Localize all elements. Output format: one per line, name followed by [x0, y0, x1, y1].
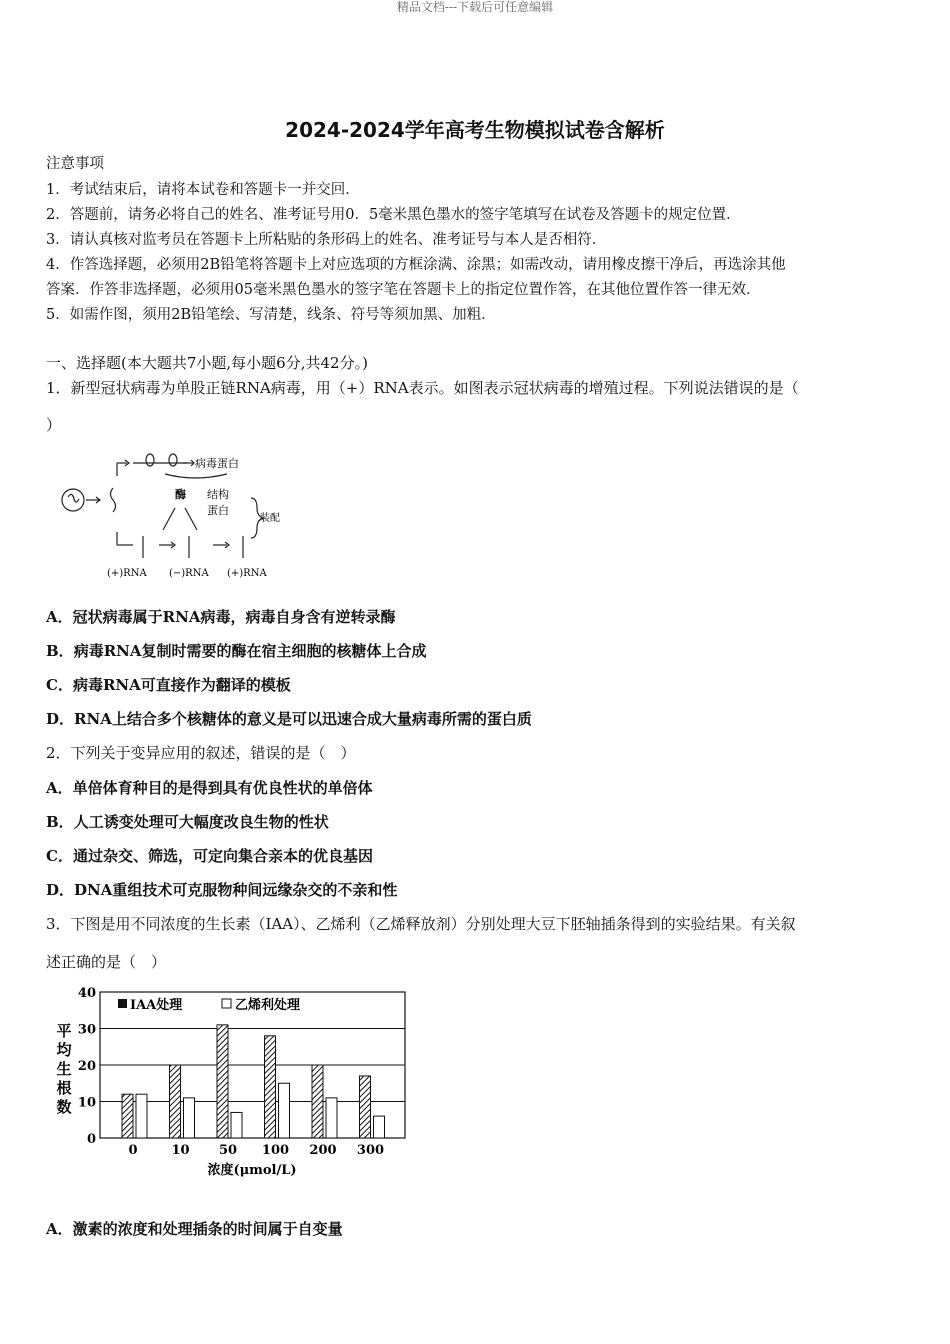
y-tick-label: 0	[86, 1132, 96, 1147]
x-tick-label: 50	[218, 1143, 238, 1158]
label-virus-protein: 病毒蛋白	[195, 457, 239, 470]
label-minus-rna: (−)RNA	[169, 568, 209, 579]
q1-option-d[interactable]	[46, 708, 532, 729]
y-tick-label: 10	[77, 1095, 96, 1111]
option-letter: A．	[46, 608, 73, 626]
option-letter: C．	[46, 676, 73, 694]
q1-stem: 1．新型冠状病毒为单股正链RNA病毒，用（+）RNA表示。如图表示冠状病毒的增殖过程。下列说法错误的是（	[46, 379, 799, 397]
legend-swatch-iaa	[118, 999, 127, 1008]
bar-ethephon	[184, 1098, 195, 1138]
option-text: RNA上结合多个核糖体的意义是可以迅速合成大量病毒所需的蛋白质	[74, 710, 532, 728]
bar-iaa	[217, 1025, 228, 1138]
bar-iaa	[170, 1065, 181, 1138]
virus-icon	[62, 489, 84, 511]
y-axis-label-char: 根	[56, 1079, 72, 1097]
label-plus-rna-1: (+)RNA	[107, 568, 147, 579]
q1-option-b[interactable]	[46, 640, 427, 661]
option-letter: D．	[46, 881, 75, 899]
q3-stem-end: 述正确的是（ ）	[46, 953, 167, 971]
q2-option-c[interactable]	[46, 845, 373, 866]
y-axis-label-char: 数	[56, 1098, 72, 1116]
label-plus-rna-2: (+)RNA	[227, 568, 267, 579]
bar-ethephon	[279, 1083, 290, 1138]
q2-stem: 2．下列关于变异应用的叙述，错误的是（ ）	[46, 744, 356, 762]
ribosome-1	[146, 454, 154, 466]
y-tick-label: 40	[77, 986, 96, 1001]
legend-label-ethephon: 乙烯利处理	[235, 998, 301, 1013]
bar-ethephon	[326, 1098, 337, 1138]
x-tick-label: 300	[356, 1143, 385, 1158]
ribosome-2	[169, 454, 177, 466]
q3-stem: 3．下图是用不同浓度的生长素（IAA）、乙烯利（乙烯释放剂）分别处理大豆下胚轴插条得到的实验结果。有关叙	[46, 915, 796, 933]
rna-brace	[111, 488, 116, 512]
label-structural-protein-1: 结构	[207, 488, 229, 501]
notice-item: 3．请认真核对监考员在答题卡上所粘贴的条形码上的姓名、准考证号与本人是否相符．	[46, 232, 607, 248]
option-text: 单倍体育种目的是得到具有优良性状的单倍体	[72, 779, 373, 797]
x-tick-label: 0	[128, 1143, 138, 1158]
x-tick-label: 100	[261, 1143, 290, 1158]
q2-option-b[interactable]	[46, 811, 329, 832]
q2-option-a[interactable]	[46, 777, 373, 798]
q1-stem-end: ）	[46, 416, 62, 434]
notice-item: 4．作答选择题，必须用2B铅笔将答题卡上对应选项的方框涂满、涂黑；如需改动，请用橡皮擦干净后，再选涂其他	[46, 257, 786, 273]
legend-label-iaa: IAA处理	[130, 998, 183, 1013]
page-header: 精品文档---下载后可任意编辑	[396, 0, 554, 14]
x-tick-labels	[128, 1143, 384, 1158]
y-axis-label-char: 均	[56, 1041, 72, 1059]
bar-iaa	[312, 1065, 323, 1138]
bar-ethephon	[136, 1094, 147, 1138]
protein-brace	[165, 474, 227, 478]
x-tick-label: 10	[171, 1143, 190, 1158]
option-text: 冠状病毒属于RNA病毒，病毒自身含有逆转录酶	[72, 608, 396, 626]
section-heading: 一、选择题(本大题共7小题,每小题6分,共42分。)	[46, 354, 368, 372]
y-axis-label-char: 平	[56, 1022, 72, 1040]
bar-ethephon	[231, 1112, 242, 1138]
notice-item: 答案．作答非选择题，必须用05毫米黑色墨水的签字笔在答题卡上的指定位置作答，在其他位置作答一律无效．	[46, 282, 761, 298]
y-tick-label: 30	[77, 1022, 96, 1038]
option-letter: A．	[46, 1220, 73, 1238]
label-assembly: 装配	[260, 513, 280, 524]
label-enzyme: 酶	[175, 488, 186, 501]
y-axis-label	[56, 1022, 72, 1116]
q2-option-d[interactable]	[46, 879, 397, 900]
notice-item: 5．如需作图，须用2B铅笔绘、写清楚，线条、符号等须加黑、加粗．	[46, 307, 496, 323]
option-letter: B．	[46, 642, 74, 660]
bars-group	[122, 1025, 385, 1138]
rooting-bar-chart	[52, 980, 412, 1180]
x-tick-label: 200	[309, 1143, 337, 1158]
virus-replication-diagram	[55, 448, 295, 584]
option-text: 病毒RNA复制时需要的酶在宿主细胞的核糖体上合成	[73, 642, 427, 660]
notice-item: 2．答题前，请务必将自己的姓名、准考证号用0．5毫米黑色墨水的签字笔填写在试卷及答题卡的规定位置．	[46, 207, 741, 223]
notice-item: 1．考试结束后，请将本试卷和答题卡一并交回．	[46, 182, 360, 198]
bar-iaa	[360, 1076, 371, 1138]
bar-iaa	[265, 1036, 276, 1138]
q1-option-a[interactable]	[46, 606, 395, 627]
notice-heading: 注意事项	[46, 156, 104, 172]
y-tick-label: 20	[77, 1059, 96, 1074]
page-title: 2024-2024学年高考生物模拟试卷含解析	[285, 118, 665, 142]
option-letter: D．	[46, 710, 75, 728]
option-text: DNA重组技术可克服物种间远缘杂交的不亲和性	[74, 881, 398, 899]
option-text: 病毒RNA可直接作为翻译的模板	[72, 676, 291, 694]
bar-ethephon	[374, 1116, 385, 1138]
option-letter: A．	[46, 779, 73, 797]
option-text: 激素的浓度和处理插条的时间属于自变量	[72, 1220, 343, 1238]
q3-option-a[interactable]	[46, 1218, 343, 1239]
label-structural-protein-2: 蛋白	[207, 504, 229, 517]
option-letter: C．	[46, 847, 73, 865]
q1-option-c[interactable]	[46, 674, 291, 695]
option-text: 通过杂交、筛选，可定向集合亲本的优良基因	[72, 847, 373, 865]
x-axis-label: 浓度(μmol/L)	[207, 1163, 297, 1178]
y-axis-label-char: 生	[56, 1060, 72, 1078]
option-letter: B．	[46, 813, 74, 831]
y-tick-labels	[78, 986, 96, 1147]
option-text: 人工诱变处理可大幅度改良生物的性状	[73, 813, 329, 831]
bar-iaa	[122, 1094, 133, 1138]
virus-rna-squiggle	[68, 494, 79, 502]
legend-swatch-ethephon	[222, 999, 231, 1008]
